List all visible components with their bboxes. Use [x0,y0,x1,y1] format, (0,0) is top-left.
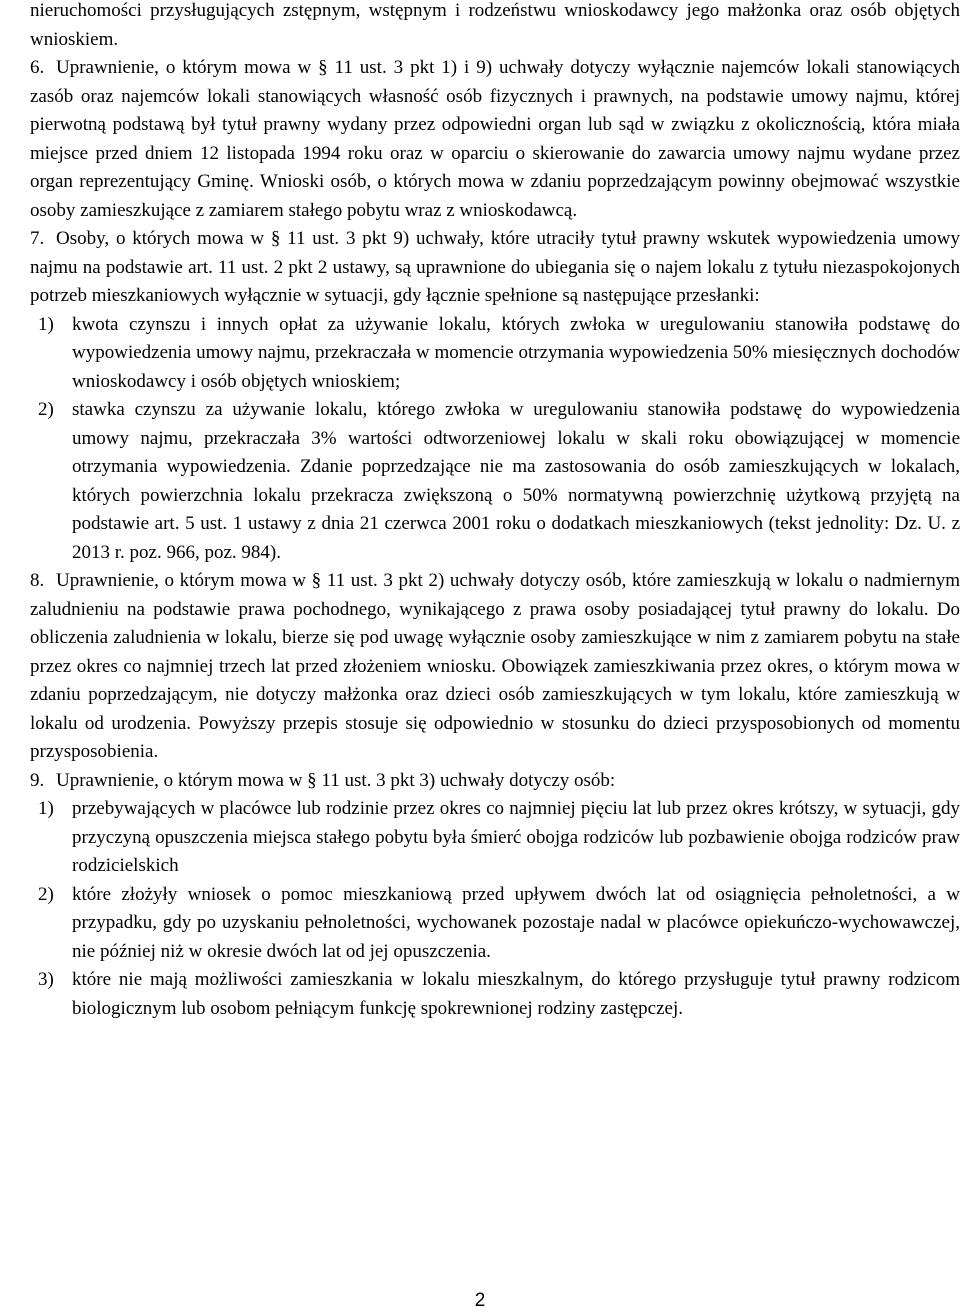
subitem-text: kwota czynszu i innych opłat za używanie lokalu, których zwłoka w uregulowaniu stanowiła podstawę do wypowiedzenia umowy najmu, przekraczała w momencie otrzymania wypowiedzenia 50% miesięcznych dochodów wnioskodawcy i osób objętych wnioskiem; [72,313,960,392]
subitem-text: przebywających w placówce lub rodzinie przez okres co najmniej pięciu lat lub przez okres krótszy, w sytuacji, gdy przyczyną opuszczenia miejsca stałego pobytu była śmierć obojga rodziców lub pozbawienie obojga rodziców praw rodzicielskich [72,798,960,876]
item-text: Uprawnienie, o którym mowa w § 11 ust. 3 pkt 1) i 9) uchwały dotyczy wyłącznie najemców lokali stanowiących zasób oraz najemców lokali stanowiących własność osób fizycznych i prawnych, na podstawie umowy najmu, której pierwotną podstawą był tytuł prawny wydany przez odpowiedni organ lub sąd w związku z okolicznością, która miała miejsce przed dniem 12 listopada 1994 roku oraz w oparciu o skierowanie do zawarcia umowy najmu wydane przez organ reprezentujący Gminę. Wnioski osób, o których mowa w zdaniu poprzedzającym powinny obejmować wszystkie osoby zamieszkujące z zamiarem stałego pobytu wraz z wnioskodawcą. [30,57,960,221]
subitem [38,795,960,881]
subitem-number: 2) [38,883,54,905]
lead-paragraph: nieruchomości przysługujących zstępnym, wstępnym i rodzeństwu wnioskodawcy jego małżonka oraz osób objętych wnioskiem. [30,0,960,50]
list-item-7 [30,225,960,567]
document-page [30,0,960,1023]
item-number: 6. [30,57,45,78]
subitem-text: które nie mają możliwości zamieszkania w lokalu mieszkalnym, do którego przysługuje tytuł prawny rodzicom biologicznym lub osobom pełniącym funkcję spokrewnionej rodziny zastępczej. [72,969,960,1019]
subitem [38,966,960,1023]
subitem [38,881,960,967]
list-item-8 [30,567,960,767]
subitem-number: 2) [38,399,54,420]
item-text: Uprawnienie, o którym mowa w § 11 ust. 3 pkt 2) uchwały dotyczy osób, które zamieszkują w lokalu o nadmiernym zaludnieniu na podstawie prawa pochodnego, wynikającego z prawa osoby posiadającej tytuł prawny do lokalu. Do obliczenia zaludnienia w lokalu, bierze się pod uwagę wyłącznie osoby zamieszkujące w nim z zamiarem pobytu na stałe przez okres co najmniej trzech lat przed złożeniem wniosku. Obowiązek zamieszkiwania przez okres, o którym mowa w zdaniu poprzedzającym, nie dotyczy małżonka oraz dzieci osób zamieszkujących w tym lokalu, które zamieszkują w lokalu od urodzenia. Powyższy przepis stosuje się odpowiednio w stosunku do dzieci przysposobionych od momentu przysposobienia. [30,570,960,762]
subitem-text: które złożyły wniosek o pomoc mieszkaniową przed upływem dwóch lat od osiągnięcia pełnoletności, a w przypadku, gdy po uzyskaniu pełnoletności, wychowanek pozostaje nadal w placówce opiekuńczo-wychowawczej, nie później niż w okresie dwóch lat od jej opuszczenia. [72,883,960,962]
item-text: Uprawnienie, o którym mowa w § 11 ust. 3 pkt 3) uchwały dotyczy osób: [56,769,616,791]
item-number: 8. [30,570,45,591]
list-item-9 [30,767,960,1024]
item-number: 7. [30,228,45,249]
subitem [38,311,960,397]
list-item-6 [30,54,960,225]
subitem-number: 3) [38,969,54,990]
subitem-number: 1) [38,313,54,335]
item-text: Osoby, o których mowa w § 11 ust. 3 pkt 9) uchwały, które utraciły tytuł prawny wskutek wypowiedzenia umowy najmu na podstawie art. 11 ust. 2 pkt 2 ustawy, są uprawnione do ubiegania się o najem lokalu z tytułu niezaspokojonych potrzeb mieszkaniowych wyłącznie w sytuacji, gdy łącznie spełnione są następujące przesłanki: [30,228,960,306]
page-number: 2 [474,1290,486,1311]
item-number: 9. [30,769,45,791]
subitem-number: 1) [38,798,54,819]
subitem-text: stawka czynszu za używanie lokalu, którego zwłoka w uregulowaniu stanowiła podstawę do wypowiedzenia umowy najmu, przekraczała 3% wartości odtworzeniowej lokalu w skali roku obowiązującej w momencie otrzymania wypowiedzenia. Zdanie poprzedzające nie ma zastosowania do osób zamieszkujących w lokalach, których powierzchnia lokalu przekracza zwiększoną o 50% normatywną powierzchnię użytkową przyjętą na podstawie art. 5 ust. 1 ustawy z dnia 21 czerwca 2001 roku o dodatkach mieszkaniowych (tekst jednolity: Dz. U. z 2013 r. poz. 966, poz. 984). [72,399,960,563]
subitem [38,396,960,567]
